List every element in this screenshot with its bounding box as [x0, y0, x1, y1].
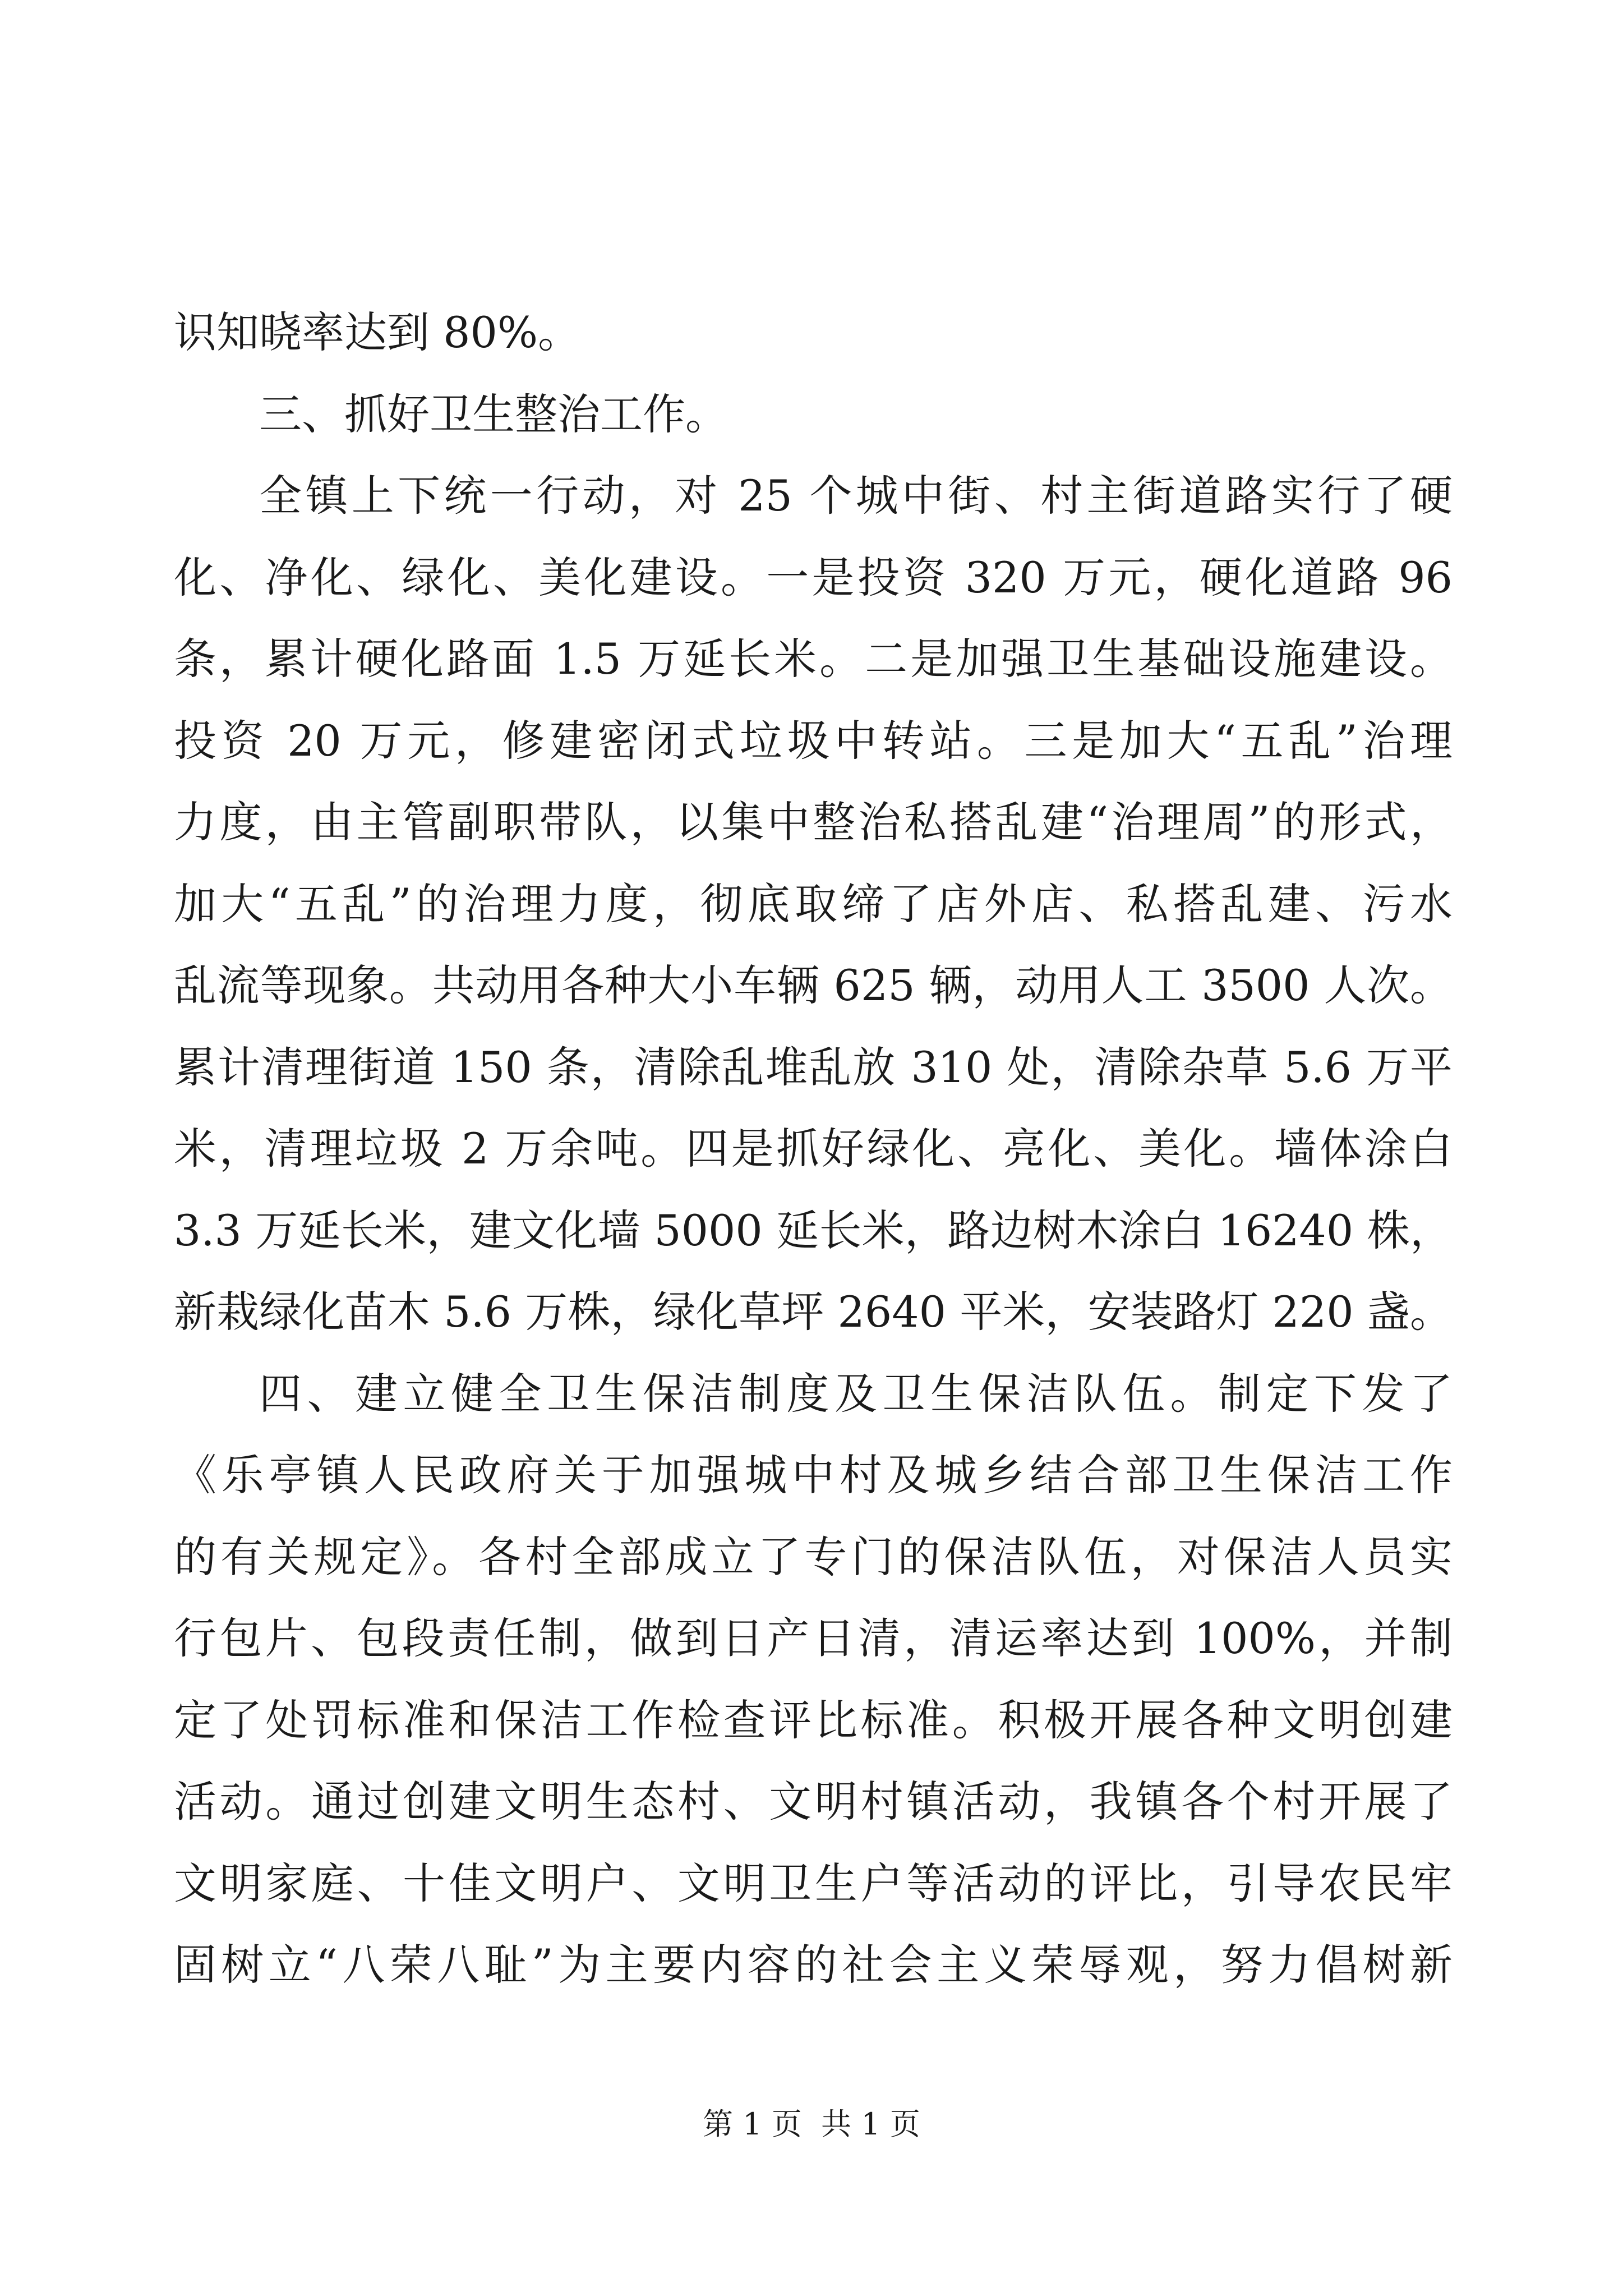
page-number-label: 第 1 页 共 1 页 — [703, 2106, 920, 2142]
text-line: 文明家庭、十佳文明户、文明卫生户等活动的评比，引导农民牢 — [174, 1858, 1453, 1908]
text-line: 投资 20 万元，修建密闭式垃圾中转站。三是加大“五乱”治理 — [174, 715, 1453, 766]
text-line: 四、建立健全卫生保洁制度及卫生保洁队伍。制定下发了 — [259, 1368, 1453, 1419]
text-line: 行包片、包段责任制，做到日产日清，清运率达到 100%，并制 — [174, 1613, 1453, 1663]
text-line: 米，清理垃圾 2 万余吨。四是抓好绿化、亮化、美化。墙体涂白 — [174, 1124, 1453, 1174]
text-line: 力度，由主管副职带队，以集中整治私搭乱建“治理周”的形式， — [174, 797, 1453, 847]
text-line: 固树立“八荣八耻”为主要内容的社会主义荣辱观，努力倡树新 — [174, 1940, 1453, 1990]
text-line: 活动。通过创建文明生态村、文明村镇活动，我镇各个村开展了 — [174, 1777, 1453, 1826]
text-line: 新栽绿化苗木 5.6 万株，绿化草坪 2640 平米，安装路灯 220 盏。 — [174, 1287, 1453, 1337]
text-line: 定了处罚标准和保洁工作检查评比标准。积极开展各种文明创建 — [174, 1695, 1453, 1745]
page-footer — [0, 2105, 1623, 2144]
text-line: 三、抓好卫生整治工作。 — [259, 389, 728, 439]
body-text — [174, 292, 1453, 2006]
text-line: 识知晓率达到 80%。 — [174, 307, 581, 357]
text-line: 加大“五乱”的治理力度，彻底取缔了店外店、私搭乱建、污水 — [174, 878, 1453, 929]
text-line: 的有关规定》。各村全部成立了专门的保洁队伍，对保洁人员实 — [174, 1531, 1453, 1582]
text-line: 全镇上下统一行动，对 25 个城中街、村主街道路实行了硬 — [259, 471, 1453, 521]
text-line: 累计清理街道 150 条，清除乱堆乱放 310 处，清除杂草 5.6 万平 — [174, 1042, 1453, 1092]
text-line: 条，累计硬化路面 1.5 万延长米。二是加强卫生基础设施建设。 — [174, 634, 1453, 684]
text-line: 乱流等现象。共动用各种大小车辆 625 辆，动用人工 3500 人次。 — [174, 960, 1453, 1010]
text-line: 3.3 万延长米，建文化墙 5000 延长米，路边树木涂白 16240 株， — [174, 1205, 1453, 1255]
text-line: 《乐亭镇人民政府关于加强城中村及城乡结合部卫生保洁工作 — [174, 1450, 1453, 1500]
text-line: 化、净化、绿化、美化建设。一是投资 320 万元，硬化道路 96 — [174, 552, 1453, 602]
